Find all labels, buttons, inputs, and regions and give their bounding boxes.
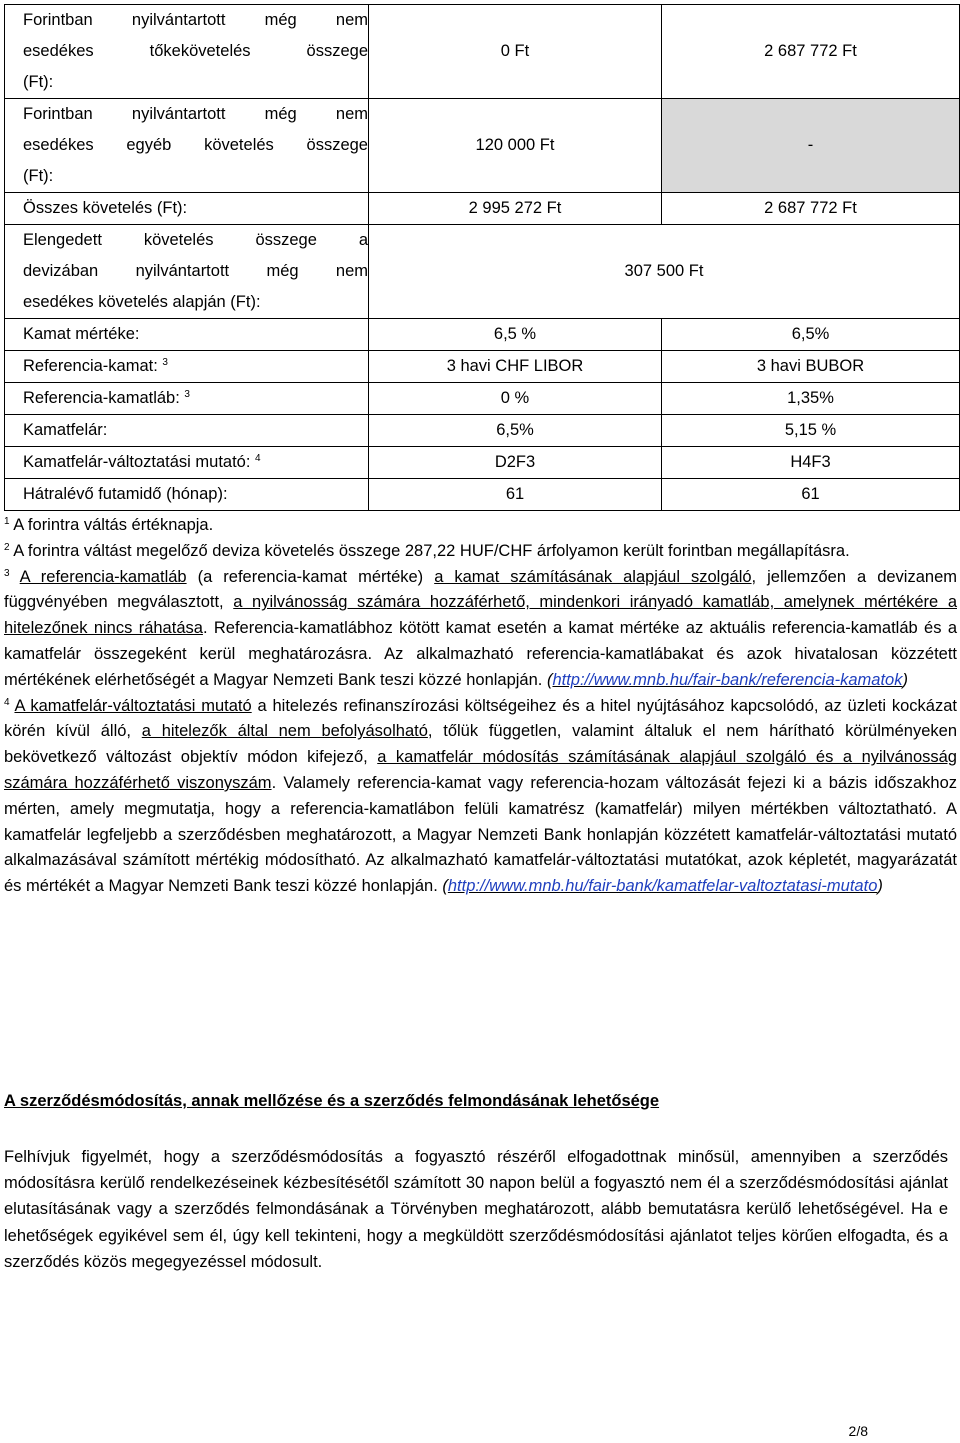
paren: (	[442, 877, 448, 896]
label-text: Referencia-kamatláb:	[23, 389, 180, 407]
label-line: devizában nyilvántartott még nem	[23, 262, 368, 280]
value-col1: D2F3	[369, 447, 662, 479]
footnote-number: 2	[4, 541, 10, 553]
underlined-phrase: a kamatfelár módosítás számításának alapjául szolgáló és a nyilvánosság számára hozzáférhető viszonyszám	[4, 748, 957, 792]
label-line: Forintban nyilvántartott még nem	[23, 11, 368, 29]
footnote-text: A forintra váltást megelőző deviza követelés összege 287,22 HUF/CHF árfolyamon került forintban megállapításra.	[13, 541, 850, 560]
value-col2: 2 687 772 Ft	[662, 5, 960, 99]
account-summary-table	[4, 4, 960, 511]
paren: )	[902, 670, 908, 689]
table-row	[5, 193, 960, 225]
value-col2: 2 687 772 Ft	[662, 193, 960, 225]
footnote-ref: 4	[255, 453, 261, 464]
value-col1: 2 995 272 Ft	[369, 193, 662, 225]
label-line: esedékes követelés alapján (Ft):	[23, 293, 261, 311]
merged-value: 307 500 Ft	[369, 225, 960, 319]
value-col2: 5,15 %	[662, 415, 960, 447]
value-col2: 3 havi BUBOR	[662, 351, 960, 383]
underlined-term: A referencia-kamatláb	[19, 567, 187, 586]
value-col1: 0 %	[369, 383, 662, 415]
footnote-2	[4, 539, 957, 565]
mnb-reference-rate-link[interactable]: http://www.mnb.hu/fair-bank/referencia-kamatok	[552, 670, 903, 689]
footnote-text: a hitelezés refinanszírozási költségeihez és a hitel nyújtásához kapcsolódó, az üzleti kockázat körén kívül álló,	[4, 696, 957, 741]
row-label	[5, 5, 369, 99]
row-label: Kamatfelár:	[5, 415, 369, 447]
footnote-text: . Referencia-kamatlábhoz kötött kamat esetén a kamat mértéke az aktuális referencia-kamatláb és a kamatfelár összegeként kerül meghatározásra. Az alkalmazható referencia-kamatlábakat és azok hivatalosan közzétett mértékének elérhetőségét a Magyar Nemzeti Bank teszi közzé honlapján.	[4, 619, 957, 689]
row-label	[5, 225, 369, 319]
value-col2: -	[662, 99, 960, 193]
label-line: Elengedett követelés összege a	[23, 231, 368, 249]
value-col2: 61	[662, 479, 960, 511]
row-label	[5, 447, 369, 479]
underlined-phrase: a kamat számításának alapjául szolgáló	[434, 567, 752, 586]
label-line: esedékes egyéb követelés összege	[23, 136, 368, 154]
value-col1: 61	[369, 479, 662, 511]
paren: (	[546, 670, 553, 689]
footnote-ref: 3	[184, 389, 190, 400]
row-label	[5, 99, 369, 193]
value-col2: H4F3	[662, 447, 960, 479]
label-line: esedékes tőkekövetelés összege	[23, 42, 368, 60]
table-row	[5, 319, 960, 351]
document-page	[4, 4, 957, 900]
footnote-text: , jellemzően a devizanem függvényében megválasztott,	[4, 567, 957, 612]
footnote-text: . Valamely referencia-kamat vagy referencia-hozam változását fejezi ki a bázis időszakhoz mérten, amely megmutatja, hogy a referencia-kamatlábon felüli kamatrész (kamatfelár) milyen mértékben változtatható. A kamatfelár legfeljebb a szerződésben meghatározott, a Magyar Nemzeti Bank honlapján közzétett kamatfelár-változtatási mutató alkalmazásával számított mértékig módosítható. Az alkalmazható kamatfelár-változtatási mutatókat, azok képletét, magyarázatát és mértékét a Magyar Nemzeti Bank teszi közzé honlapján.	[4, 773, 958, 896]
footnote-number: 1	[4, 516, 10, 527]
value-col1: 0 Ft	[369, 5, 662, 99]
underlined-term: A kamatfelár-változtatási mutató	[14, 696, 252, 715]
section-paragraph: Felhívjuk figyelmét, hogy a szerződésmódosítás a fogyasztó részéről elfogadottnak minősül, amennyiben a szerződés módosításra kerülő rendelkezéseinek kézbesítésétől számított 30 napon belül a fogyasztó nem él a szerződésmódosítási ajánlat elutasításának vagy a szerződés felmondásának a Törvényben meghatározott, alább bemutatásra kerülő lehetőségével. Ha e lehetőségek egyikével sem él, úgy kell tekinteni, hogy a megküldött szerződésmódosítási ajánlatot teljes körűen elfogadta, és a szerződés közös megegyezéssel módosult.	[4, 1148, 948, 1271]
section-heading: A szerződésmódosítás, annak mellőzése és a szerződés felmondásának lehetősége	[4, 1092, 660, 1110]
underlined-phrase: a hitelezők által nem befolyásolható	[141, 722, 428, 741]
table-row	[5, 415, 960, 447]
row-label: Hátralévő futamidő (hónap):	[5, 479, 369, 511]
label-line: (Ft):	[23, 167, 54, 185]
footnote-1	[4, 513, 957, 539]
value-col1: 3 havi CHF LIBOR	[369, 351, 662, 383]
table-row	[5, 383, 960, 415]
footnote-number: 4	[4, 696, 10, 708]
footnote-4	[4, 694, 957, 900]
table-row	[5, 447, 960, 479]
footnote-3	[4, 565, 957, 694]
table-row	[5, 479, 960, 511]
value-col1: 6,5 %	[369, 319, 662, 351]
row-label: Összes követelés (Ft):	[5, 193, 369, 225]
footnote-ref: 3	[162, 357, 168, 368]
mnb-spread-index-link[interactable]: http://www.mnb.hu/fair-bank/kamatfelar-valtoztatasi-mutato	[447, 877, 878, 896]
value-col1: 6,5%	[369, 415, 662, 447]
value-col2: 1,35%	[662, 383, 960, 415]
table-row	[5, 351, 960, 383]
label-text: Kamatfelár-változtatási mutató:	[23, 453, 251, 471]
table-row	[5, 5, 960, 99]
row-label: Kamat mértéke:	[5, 319, 369, 351]
row-label	[5, 351, 369, 383]
footnote-text: (a referencia-kamat mértéke)	[186, 567, 435, 586]
footnotes	[4, 513, 957, 900]
underlined-phrase: a nyilvánosság számára hozzáférhető, mindenkori irányadó kamatláb, amelynek mértékére a hitelezőnek nincs ráhatása	[4, 593, 957, 638]
label-line: (Ft):	[23, 73, 54, 91]
footnote-text: , tőlük független, valamint általuk el nem hárítható körülményeken bekövetkező változást objektív módon kifejező,	[4, 722, 957, 767]
value-col2: 6,5%	[662, 319, 960, 351]
footnote-number: 3	[4, 567, 10, 579]
label-line: Forintban nyilvántartott még nem	[23, 105, 368, 123]
value-col1: 120 000 Ft	[369, 99, 662, 193]
table-row	[5, 99, 960, 193]
page-number: 2/8	[848, 1423, 868, 1439]
footnote-text: A forintra váltás értéknapja.	[13, 516, 214, 534]
row-label	[5, 383, 369, 415]
table-row	[5, 225, 960, 319]
paren: )	[877, 877, 883, 896]
label-text: Referencia-kamat:	[23, 357, 158, 375]
